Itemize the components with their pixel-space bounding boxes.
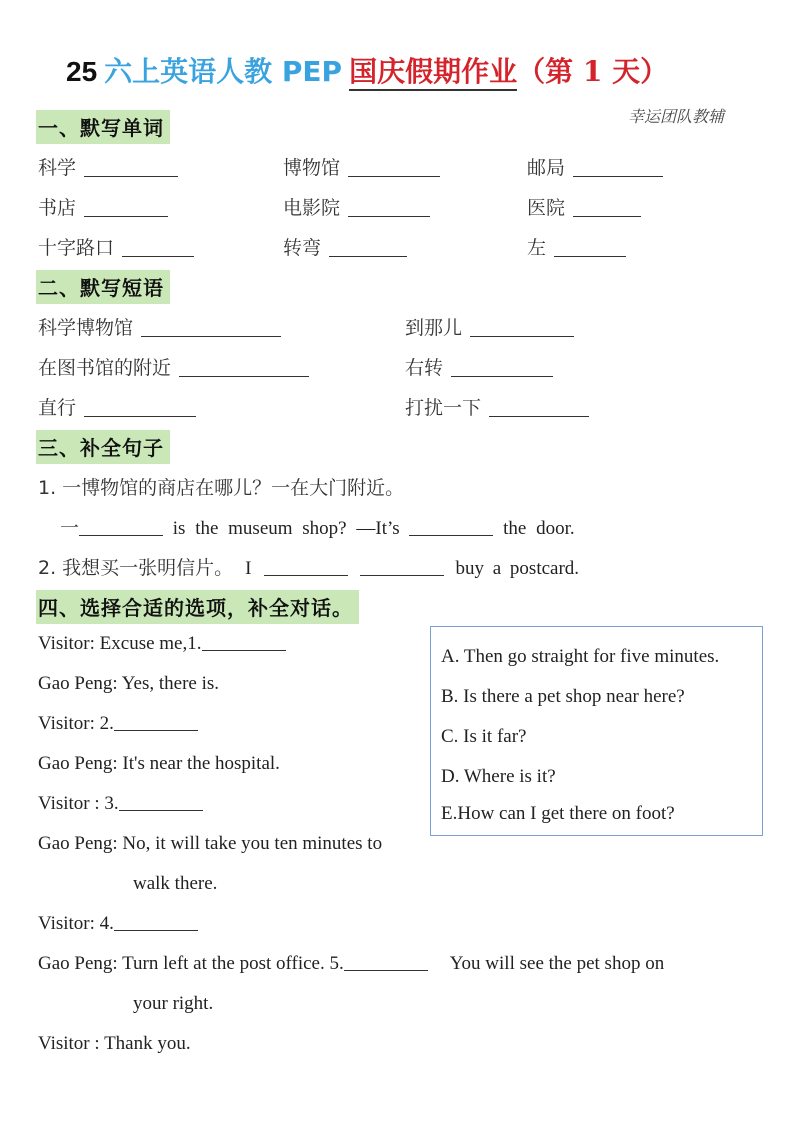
section-heading-phrases: 二、默写短语 [36, 270, 170, 304]
word-label: 左 [527, 237, 547, 259]
answer-blank[interactable] [573, 198, 641, 217]
word-label: 医院 [527, 197, 566, 219]
word-label: 邮局 [527, 157, 566, 179]
title-day: （第 1 天） [517, 55, 669, 88]
option-a: A. Then go straight for five minutes. [441, 646, 720, 667]
answer-blank[interactable] [114, 914, 198, 931]
answer-blank[interactable] [573, 158, 663, 177]
answer-blank[interactable] [84, 158, 178, 177]
answer-blank[interactable] [489, 398, 589, 417]
page-title [66, 50, 668, 90]
answer-blank[interactable] [84, 198, 168, 217]
answer-blank[interactable] [122, 238, 194, 257]
section-heading-dialogue: 四、选择合适的选项，补全对话。 [36, 590, 359, 624]
word-label: 转弯 [283, 237, 322, 259]
answer-blank[interactable] [451, 358, 553, 377]
section-heading-sentences: 三、补全句子 [36, 430, 170, 464]
word-item [283, 153, 440, 180]
answer-blank[interactable] [202, 634, 286, 651]
phrase-item [38, 313, 281, 340]
answer-blank[interactable] [344, 954, 428, 971]
answer-blank[interactable] [348, 198, 430, 217]
sentence-1-chinese: 1. 一博物馆的商店在哪儿？一在大门附近。 [38, 477, 405, 499]
answer-blank[interactable] [409, 519, 493, 536]
options-box [430, 626, 763, 836]
answer-blank[interactable] [264, 559, 348, 576]
phrase-item [38, 393, 196, 420]
word-label: 博物馆 [283, 157, 341, 179]
dialogue-line: Visitor: 4. [38, 913, 198, 935]
section-heading-words: 一、默写单词 [36, 110, 170, 144]
answer-blank[interactable] [554, 238, 626, 257]
word-item [527, 233, 626, 260]
phrase-item [38, 353, 309, 380]
dialogue-line: Visitor: 2. [38, 713, 198, 735]
dialogue-line: Visitor: Excuse me,1. [38, 633, 286, 655]
word-item [38, 153, 178, 180]
dialogue-line: Visitor : 3. [38, 793, 203, 815]
word-item [38, 233, 194, 260]
word-item [38, 193, 168, 220]
dialogue-line: Gao Peng: Turn left at the post office. 5. You will see the pet shop on [38, 953, 665, 974]
phrase-label: 科学博物馆 [38, 317, 134, 339]
answer-blank[interactable] [79, 519, 163, 536]
dialogue-line: Gao Peng: No, it will take you ten minutes to [38, 833, 383, 854]
option-e: E.How can I get there on foot? [441, 803, 675, 824]
title-homework: 国庆假期作业 [349, 55, 517, 91]
answer-blank[interactable] [141, 318, 281, 337]
title-number: 25 [66, 56, 98, 87]
answer-blank[interactable] [329, 238, 407, 257]
word-item [527, 193, 641, 220]
title-course: 六上英语人教 PEP [104, 55, 343, 88]
phrase-label: 右转 [405, 357, 444, 379]
phrase-label: 直行 [38, 397, 77, 419]
word-label: 电影院 [283, 197, 341, 219]
sentence-2: 2. 我想买一张明信片。 I buy a postcard. [38, 557, 580, 579]
dialogue-line-continued: your right. [133, 993, 214, 1014]
answer-blank[interactable] [84, 398, 196, 417]
word-label: 书店 [38, 197, 77, 219]
word-item [283, 193, 430, 220]
phrase-label: 到那儿 [405, 317, 463, 339]
answer-blank[interactable] [348, 158, 440, 177]
sentence-1-english: 一 is the museum shop? —It’s the door. [60, 517, 575, 539]
team-credit: 幸运团队教辅 [628, 107, 725, 126]
dialogue-line-continued: walk there. [133, 873, 218, 894]
word-label: 科学 [38, 157, 77, 179]
answer-blank[interactable] [119, 794, 203, 811]
dialogue-line: Gao Peng: Yes, there is. [38, 673, 220, 694]
phrase-item [405, 393, 589, 420]
phrase-item [405, 353, 553, 380]
word-item [527, 153, 663, 180]
phrase-label: 打扰一下 [405, 397, 482, 419]
answer-blank[interactable] [179, 358, 309, 377]
word-item [283, 233, 407, 260]
option-b: B. Is there a pet shop near here? [441, 686, 685, 707]
word-label: 十字路口 [38, 237, 115, 259]
dialogue-line: Visitor : Thank you. [38, 1033, 191, 1054]
phrase-label: 在图书馆的附近 [38, 357, 172, 379]
dialogue-line: Gao Peng: It's near the hospital. [38, 753, 280, 774]
answer-blank[interactable] [360, 559, 444, 576]
option-c: C. Is it far? [441, 726, 527, 747]
option-d: D. Where is it? [441, 766, 556, 787]
answer-blank[interactable] [470, 318, 574, 337]
phrase-item [405, 313, 574, 340]
answer-blank[interactable] [114, 714, 198, 731]
